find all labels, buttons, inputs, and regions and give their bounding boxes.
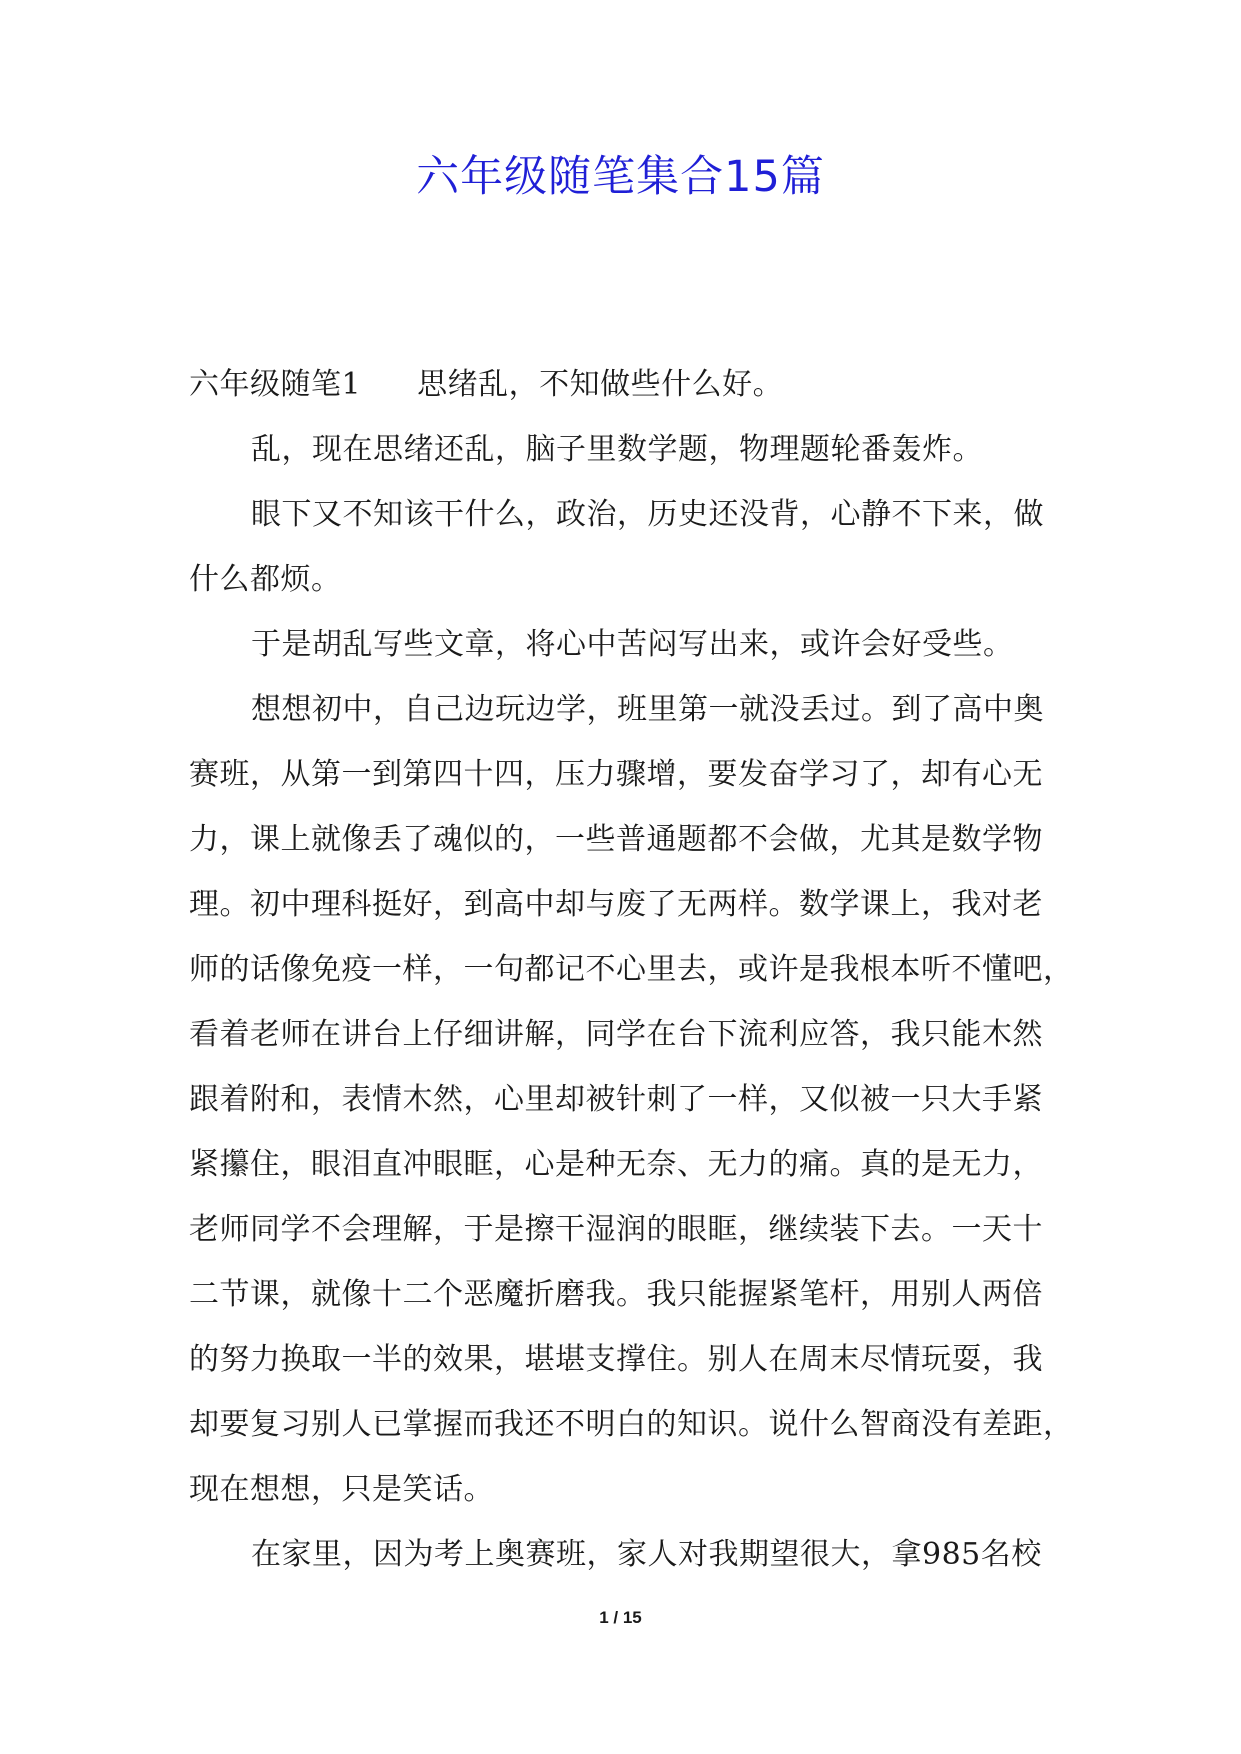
paragraph-line: 看着老师在讲台上仔细讲解，同学在台下流利应答，我只能木然 bbox=[189, 1017, 1043, 1052]
paragraph-line: 赛班，从第一到第四十四，压力骤增，要发奋学习了，却有心无 bbox=[189, 757, 1043, 792]
paragraph-line: 老师同学不会理解，于是擦干湿润的眼眶，继续装下去。一天十 bbox=[189, 1212, 1043, 1247]
paragraph-line: 二节课，就像十二个恶魔折磨我。我只能握紧笔杆，用别人两倍 bbox=[189, 1277, 1043, 1312]
paragraph-line: 跟着附和，表情木然，心里却被针刺了一样，又似被一只大手紧 bbox=[189, 1082, 1043, 1117]
paragraph-line: 力，课上就像丢了魂似的，一些普通题都不会做，尤其是数学物 bbox=[189, 822, 1043, 857]
document-body bbox=[189, 352, 1074, 1587]
paragraph-line: 理。初中理科挺好，到高中却与废了无两样。数学课上，我对老 bbox=[189, 887, 1043, 922]
paragraph-text: 思绪乱，不知做些什么好。 bbox=[417, 367, 784, 402]
paragraph-line: 想想初中，自己边玩边学，班里第一就没丢过。到了高中奥 bbox=[251, 692, 1044, 727]
document-title: 六年级随笔集合15篇 bbox=[416, 152, 825, 202]
paragraph-line: 师的话像免疫一样，一句都记不心里去，或许是我根本听不懂吧， bbox=[189, 952, 1074, 987]
paragraph-line: 现在想想，只是笑话。 bbox=[189, 1472, 494, 1507]
paragraph-line bbox=[189, 352, 1055, 417]
paragraph-line: 眼下又不知该干什么，政治，历史还没背，心静不下来，做 bbox=[251, 497, 1044, 532]
paragraph-line: 紧攥住，眼泪直冲眼眶，心是种无奈、无力的痛。真的是无力， bbox=[189, 1147, 1043, 1182]
paragraph-line: 于是胡乱写些文章，将心中苦闷写出来，或许会好受些。 bbox=[251, 627, 1014, 662]
page-number: 1 / 15 bbox=[599, 1608, 642, 1627]
paragraph-line: 在家里，因为考上奥赛班，家人对我期望很大，拿985名校 bbox=[251, 1537, 1042, 1572]
paragraph-line: 乱，现在思绪还乱，脑子里数学题，物理题轮番轰炸。 bbox=[251, 432, 983, 467]
paragraph-line: 的努力换取一半的效果，堪堪支撑住。别人在周末尽情玩耍，我 bbox=[189, 1342, 1043, 1377]
section-heading: 六年级随笔1 bbox=[189, 367, 362, 402]
paragraph-line: 却要复习别人已掌握而我还不明白的知识。说什么智商没有差距， bbox=[189, 1407, 1074, 1442]
paragraph-line: 什么都烦。 bbox=[189, 562, 342, 597]
